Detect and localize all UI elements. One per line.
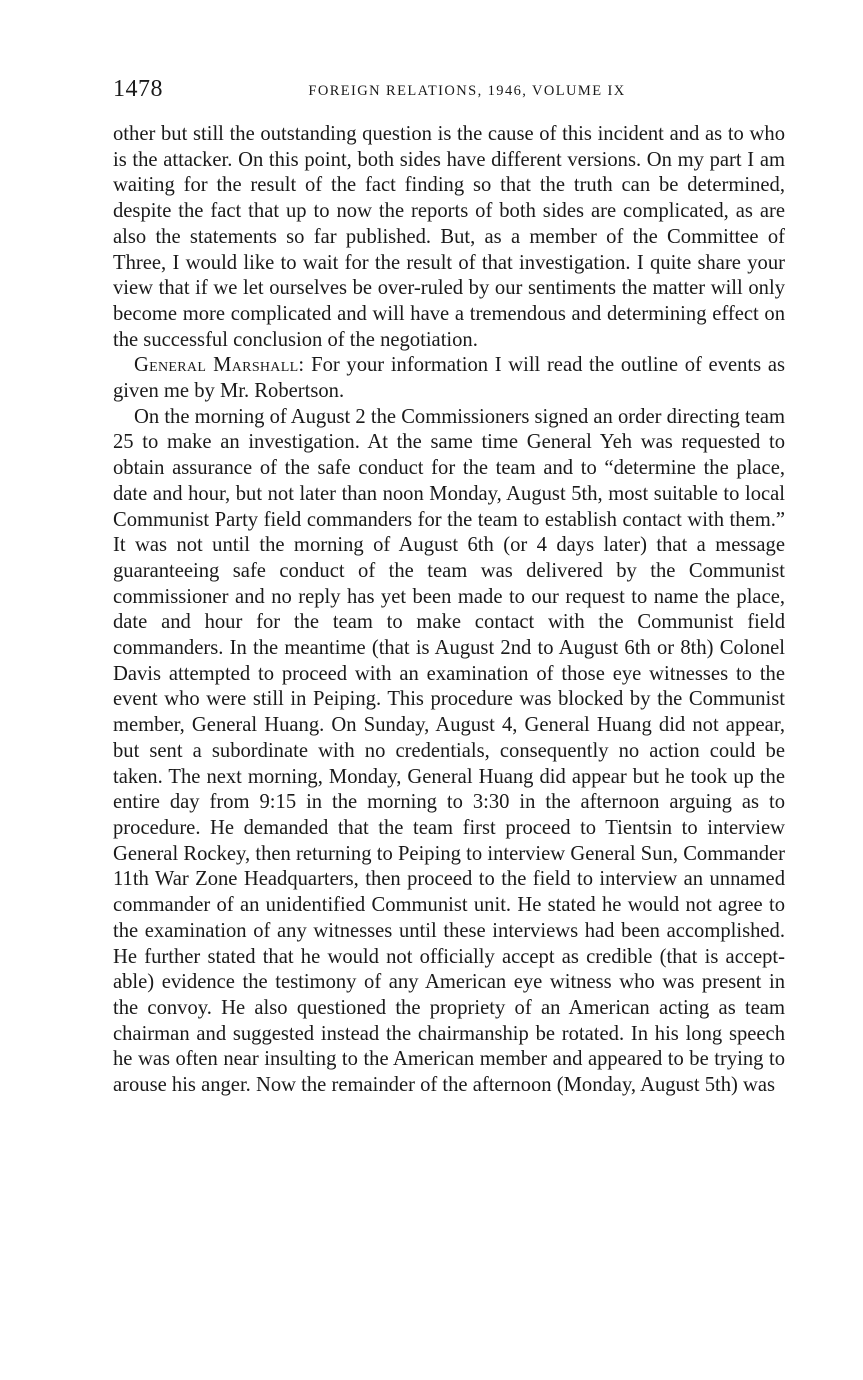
document-page — [113, 76, 785, 1099]
page-number: 1478 — [113, 76, 163, 102]
paragraph-marshall-statement — [113, 353, 785, 404]
paragraph-text: For your information I will read the outline of events as given me by Mr. Robertson. — [113, 354, 785, 403]
running-title: FOREIGN RELATIONS, 1946, VOLUME IX — [308, 83, 626, 99]
paragraph-continuation: other but still the outstanding question is the cause of this incident and as to who is the attacker. On this point, both sides have different versions. On my part I am waiting for the result of the fact finding so that the truth can be determined, despite the fact that up to now the reports of both sides are complicated, as are also the statements so far published. But, as a member of the Committee of Three, I would like to wait for the result of that investigation. I quite share your view that if we let ourselves be over-ruled by our sentiments the matter will only become more complicated and will have a tremendous and determining effect on the successful conclusion of the negotiation. — [113, 123, 785, 351]
paragraph-events-outline: On the morning of August 2 the Commissioners signed an order directing team 25 to make an investigation. At the same time General Yeh was requested to obtain assurance of the safe conduct for the team and to “determine the place, date and hour, but not later than noon Monday, August 5th, most suitable to local Communist Party field commanders for the team to establish contact with them.” It was not until the morning of August 6th (or 4 days later) that a message guaranteeing safe conduct of the team was delivered by the Communist commissioner and no reply has yet been made to our request to name the place, date and hour for the team to make contact with the Communist field commanders. In the meantime (that is August 2nd to August 6th or 8th) Colonel Davis attempted to proceed with an examination of those eye witnesses to the event who were still in Peiping. This procedure was blocked by the Communist member, General Huang. On Sunday, August 4, General Huang did not appear, but sent a subordinate with no credentials, consequently no action could be taken. The next morning, Monday, General Huang did appear but he took up the entire day from 9:15 in the morning to 3:30 in the afternoon arguing as to procedure. He demanded that the team first proceed to Tientsin to interview General Rockey, then returning to Peiping to interview General Sun, Commander 11th War Zone Headquarters, then proceed to the field to interview an unnamed commander of an unidentified Communist unit. He stated he would not agree to the examination of any witnesses until these interviews had been accomplished. He further stated that he would not officially accept as credible (that is acceptable) evidence the testimony of any American eye witness who was present in the convoy. He also questioned the propriety of an American acting as team chairman and suggested instead the chairmanship be rotated. In his long speech he was often near insulting to the American member and appeared to be trying to arouse his anger. Now the remainder of the afternoon (Monday, August 5th) was — [113, 405, 785, 1097]
running-head — [113, 76, 785, 106]
speaker-name: General Marshall: — [134, 354, 305, 377]
